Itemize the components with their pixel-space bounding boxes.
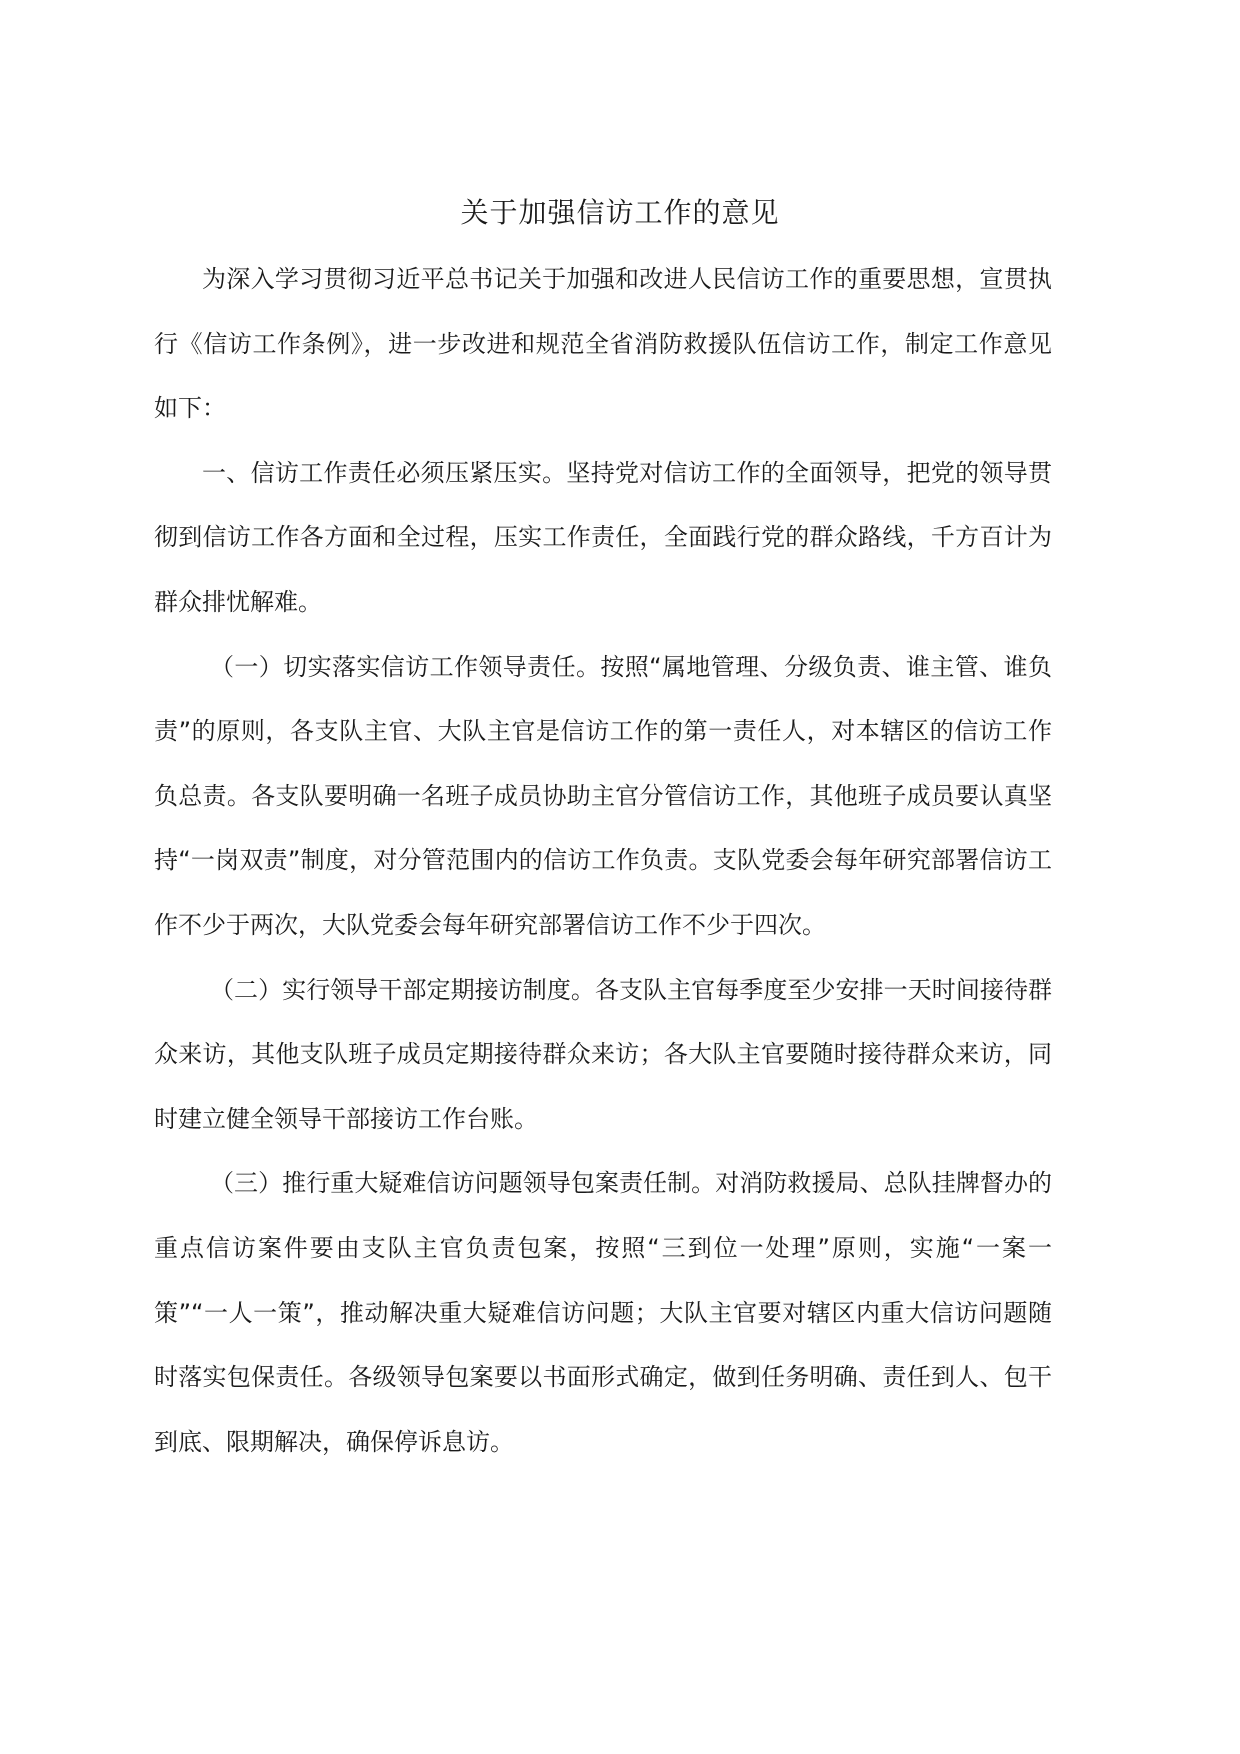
item-3-paragraph: （三）推行重大疑难信访问题领导包案责任制。对消防救援局、总队挂牌督办的重点信访案件要由支队主官负责包案，按照“三到位一处理”原则，实施“一案一策”“一人一策”，推动解决重大疑难信访问题；大队主官要对辖区内重大信访问题随时落实包保责任。各级领导包案要以书面形式确定，做到任务明确、责任到人、包干到底、限期解决，确保停诉息访。 bbox=[154, 1169, 1052, 1456]
section-1-paragraph: 一、信访工作责任必须压紧压实。坚持党对信访工作的全面领导，把党的领导贯彻到信访工作各方面和全过程，压实工作责任，全面践行党的群众路线，千方百计为群众排忧解难。 bbox=[154, 458, 1052, 616]
document-title: 关于加强信访工作的意见 bbox=[460, 196, 780, 229]
item-1-paragraph: （一）切实落实信访工作领导责任。按照“属地管理、分级负责、谁主管、谁负责”的原则，各支队主官、大队主官是信访工作的第一责任人，对本辖区的信访工作负总责。各支队要明确一名班子成员协助主官分管信访工作，其他班子成员要认真坚持“一岗双责”制度，对分管范围内的信访工作负责。支队党委会每年研究部署信访工作不少于两次，大队党委会每年研究部署信访工作不少于四次。 bbox=[154, 652, 1052, 939]
document-body bbox=[154, 247, 1052, 1474]
item-2-paragraph: （二）实行领导干部定期接访制度。各支队主官每季度至少安排一天时间接待群众来访，其他支队班子成员定期接待群众来访；各大队主官要随时接待群众来访，同时建立健全领导干部接访工作台账。 bbox=[154, 975, 1052, 1133]
intro-paragraph: 为深入学习贯彻习近平总书记关于加强和改进人民信访工作的重要思想，宣贯执行《信访工作条例》，进一步改进和规范全省消防救援队伍信访工作，制定工作意见如下： bbox=[154, 265, 1052, 423]
